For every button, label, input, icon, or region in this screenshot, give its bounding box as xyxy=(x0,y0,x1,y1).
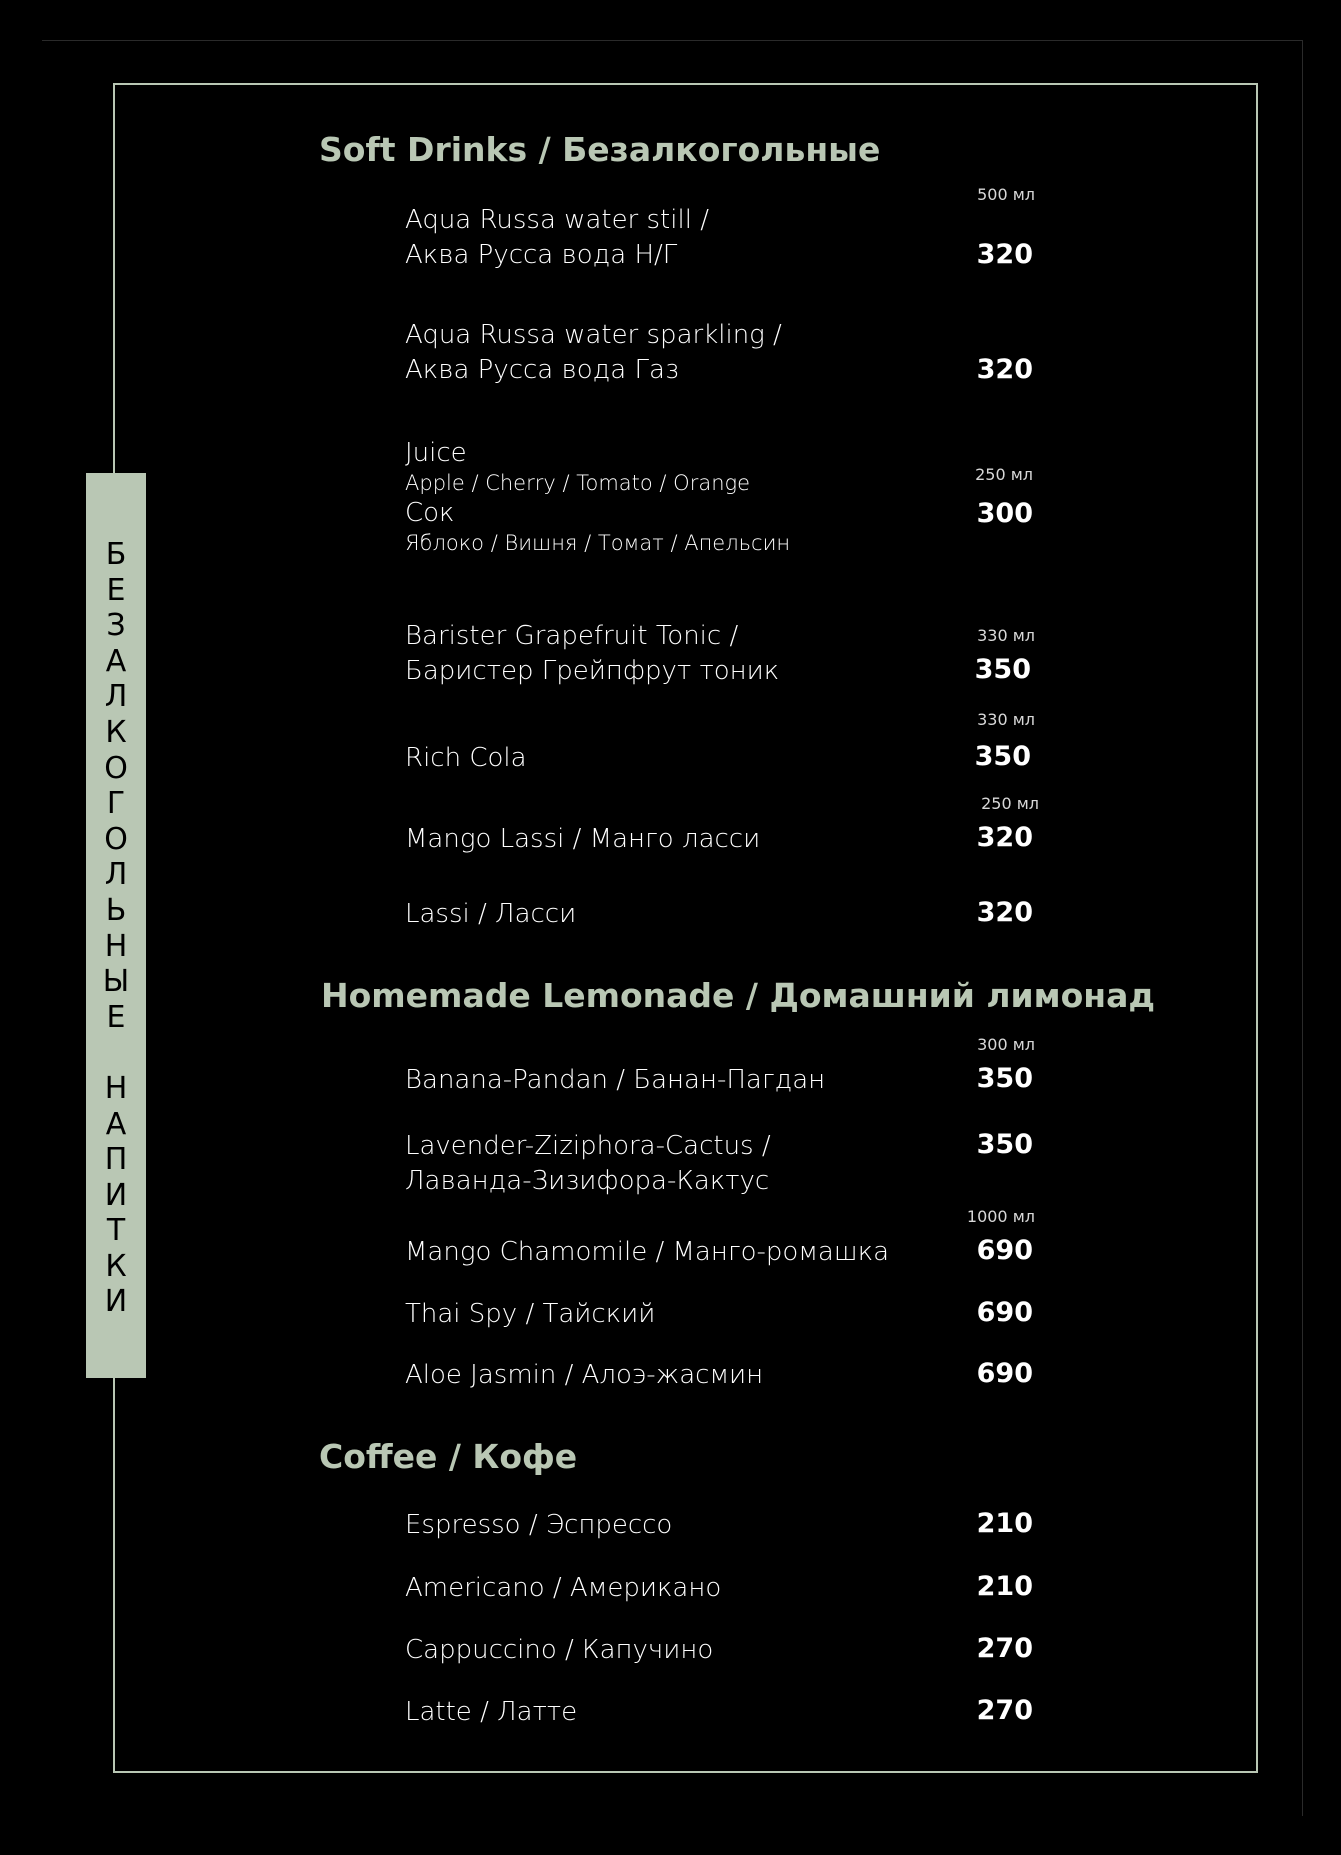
menu-item-espresso xyxy=(405,1508,672,1543)
item-price: 350 xyxy=(976,1063,1033,1094)
item-price: 320 xyxy=(976,822,1033,853)
side-letter: Т xyxy=(106,1213,126,1249)
item-name: Mango Chamomile / Манго-ромашка xyxy=(405,1237,890,1267)
side-letter: Н xyxy=(104,1070,128,1106)
item-price: 690 xyxy=(976,1297,1033,1328)
item-name: Latte / Латте xyxy=(405,1697,578,1727)
side-letter: А xyxy=(105,643,127,679)
item-name: Barister Grapefruit Tonic / xyxy=(405,621,739,651)
item-name-ru: Лаванда-Зизифора-Кактус xyxy=(405,1166,770,1196)
menu-item-cappuccino xyxy=(405,1633,713,1668)
menu-item-rich-cola xyxy=(405,741,527,776)
menu-item-banana-pandan xyxy=(405,1063,825,1098)
side-letter: Н xyxy=(104,928,128,964)
item-price: 350 xyxy=(974,741,1031,772)
menu-item-juice xyxy=(405,437,790,557)
side-letter: И xyxy=(104,1284,128,1320)
side-letter: К xyxy=(105,1248,127,1284)
item-name: Lassi / Ласси xyxy=(405,899,577,929)
item-price: 320 xyxy=(976,897,1033,928)
item-name: Americano / Американо xyxy=(405,1573,722,1603)
side-category-tab xyxy=(86,473,146,1378)
item-price: 270 xyxy=(976,1633,1033,1664)
side-letter: Л xyxy=(104,679,128,715)
menu-item-thai-spy xyxy=(405,1297,655,1332)
item-name: Juice xyxy=(405,438,467,468)
item-name: Rich Cola xyxy=(405,743,527,773)
section-title-coffee: Coffee / Кофе xyxy=(319,1437,578,1476)
side-letter: Ы xyxy=(102,964,130,1000)
menu-item-aqua-still xyxy=(405,203,709,273)
side-letter: Е xyxy=(106,999,126,1035)
section-title-lemonade: Homemade Lemonade / Домашний лимонад xyxy=(321,976,1156,1015)
menu-item-mango-chamomile xyxy=(405,1235,889,1270)
item-volume: 1000 мл xyxy=(966,1207,1035,1226)
item-name: Aqua Russa water still / xyxy=(405,205,709,235)
item-price: 320 xyxy=(976,239,1033,270)
item-name-ru: Сок xyxy=(405,498,455,528)
item-volume: 250 мл xyxy=(981,794,1039,813)
side-letter: Б xyxy=(105,537,127,572)
menu-item-lavender-ziziphora xyxy=(405,1129,771,1199)
item-name: Espresso / Эспрессо xyxy=(405,1510,673,1540)
item-price: 300 xyxy=(976,498,1033,529)
item-volume: 330 мл xyxy=(977,626,1035,645)
side-letter: А xyxy=(105,1106,127,1142)
item-price: 210 xyxy=(976,1508,1033,1539)
side-letter: Ь xyxy=(105,892,127,928)
menu-item-barister-tonic xyxy=(405,619,779,689)
item-options-ru: Яблоко / Вишня / Томат / Апельсин xyxy=(405,531,791,555)
item-price: 690 xyxy=(976,1235,1033,1266)
side-letter: Е xyxy=(106,572,126,608)
item-volume: 500 мл xyxy=(977,185,1035,204)
side-letter: К xyxy=(105,714,127,750)
item-volume: 330 мл xyxy=(977,710,1035,729)
item-name: Lavender-Ziziphora-Cactus / xyxy=(405,1131,771,1161)
menu-item-lassi xyxy=(405,897,576,932)
side-letter: И xyxy=(104,1177,128,1213)
side-letter: Л xyxy=(104,857,128,893)
side-letter: О xyxy=(104,821,128,857)
section-title-soft-drinks: Soft Drinks / Безалкогольные xyxy=(319,130,881,169)
item-name-ru: Аква Русса вода Газ xyxy=(405,355,679,385)
item-name: Thai Spy / Тайский xyxy=(405,1299,656,1329)
item-price: 690 xyxy=(976,1358,1033,1389)
item-volume: 300 мл xyxy=(977,1035,1035,1054)
item-name-ru: Баристер Грейпфрут тоник xyxy=(405,656,780,686)
side-letter: П xyxy=(104,1142,128,1178)
item-price: 320 xyxy=(976,354,1033,385)
item-volume: 250 мл xyxy=(975,465,1033,484)
side-letter: Г xyxy=(106,786,126,822)
menu-item-americano xyxy=(405,1571,721,1606)
menu-item-latte xyxy=(405,1695,577,1730)
side-letter: З xyxy=(106,608,126,644)
item-name-ru: Аква Русса вода Н/Г xyxy=(405,240,678,270)
item-name: Aloe Jasmin / Алоэ-жасмин xyxy=(405,1360,764,1390)
item-name: Cappuccino / Капучино xyxy=(405,1635,714,1665)
menu-item-aqua-sparkling xyxy=(405,318,782,388)
menu-item-mango-lassi xyxy=(405,822,760,857)
item-name: Mango Lassi / Манго ласси xyxy=(405,824,761,854)
item-price: 210 xyxy=(976,1571,1033,1602)
item-name: Banana-Pandan / Банан-Пагдан xyxy=(405,1065,826,1095)
side-letter: О xyxy=(104,750,128,786)
item-price: 350 xyxy=(974,654,1031,685)
menu-item-aloe-jasmin xyxy=(405,1358,763,1393)
item-options: Apple / Cherry / Tomato / Orange xyxy=(405,471,751,495)
item-name: Aqua Russa water sparkling / xyxy=(405,320,782,350)
item-price: 350 xyxy=(976,1129,1033,1160)
item-price: 270 xyxy=(976,1695,1033,1726)
